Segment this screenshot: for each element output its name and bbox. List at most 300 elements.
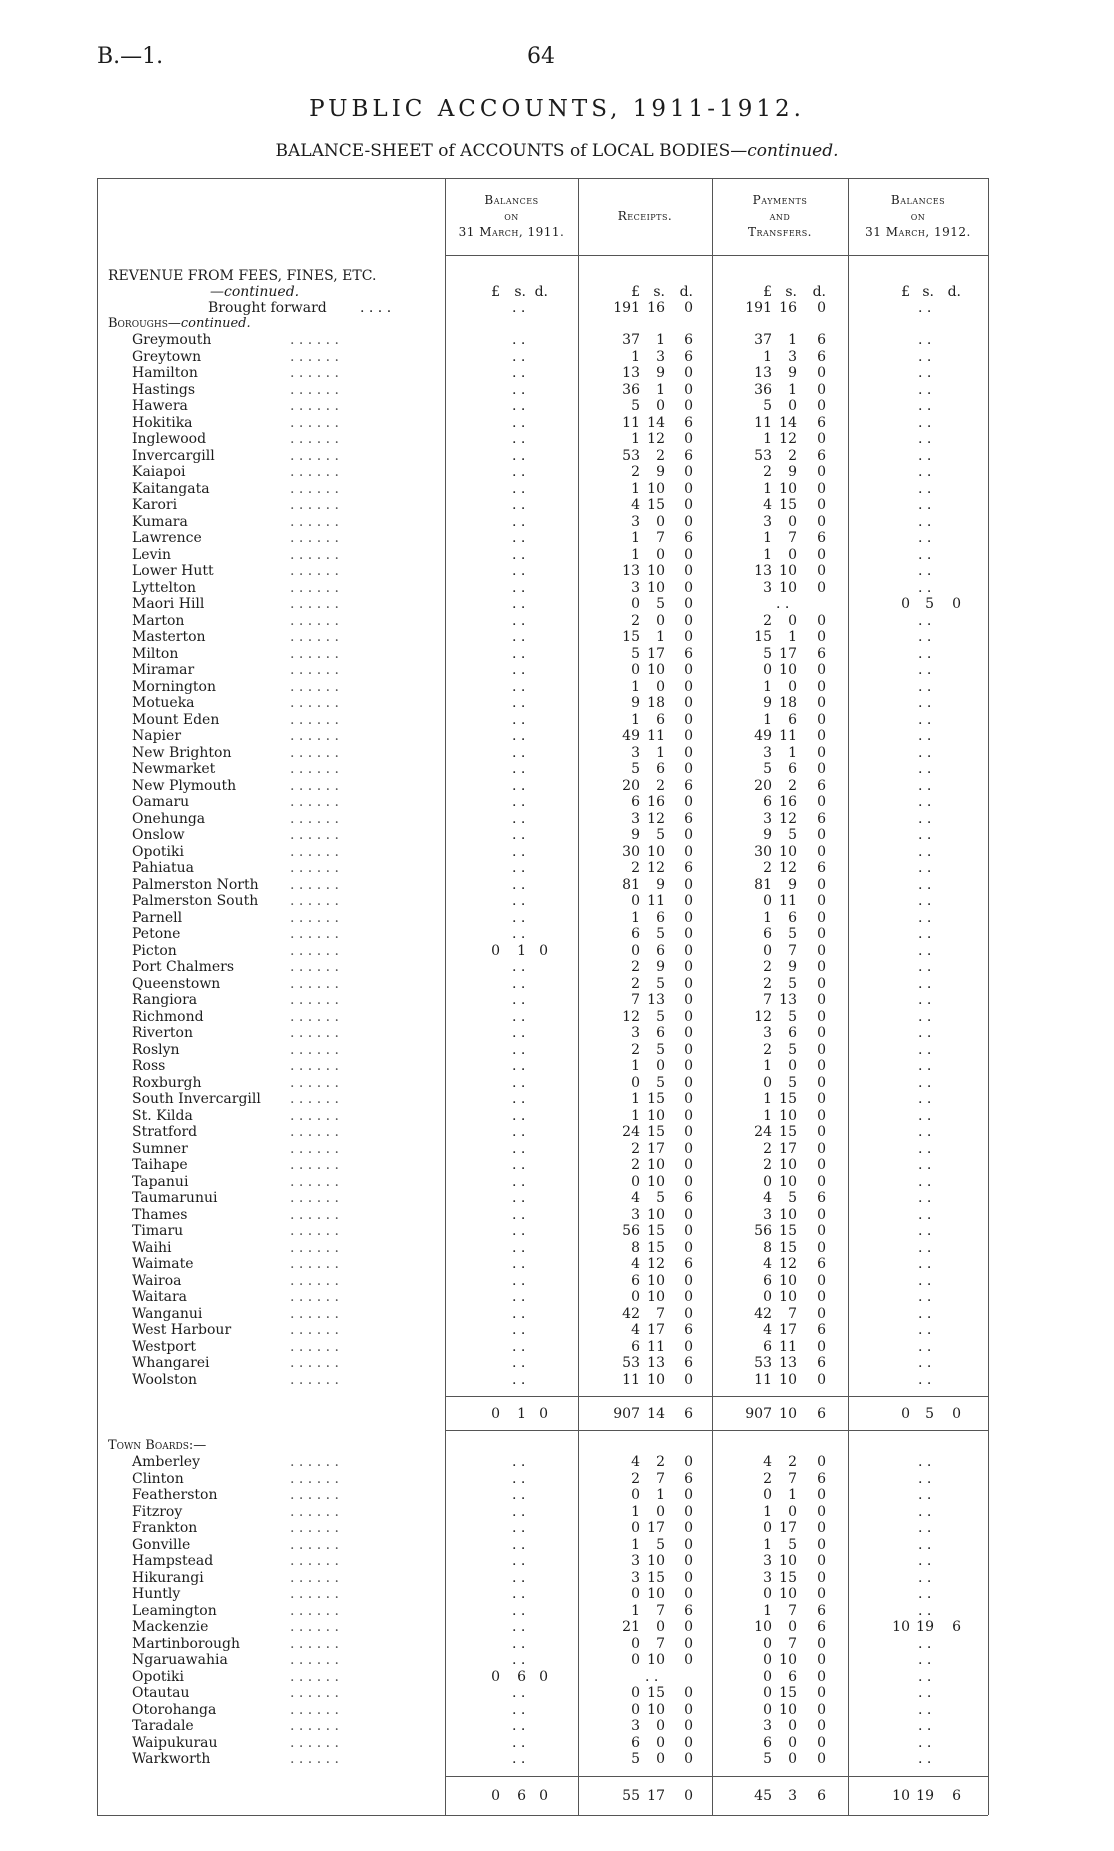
dots-leader: . . . . . . — [290, 381, 339, 398]
dots-leader: . . . . . . — [290, 860, 339, 876]
amount-part: 6 — [788, 711, 797, 728]
table-top-rule — [97, 178, 988, 179]
boroughs-heading-suffix: continued. — [180, 316, 251, 331]
amount-part: 53 — [754, 1355, 772, 1371]
blank-mark: . . — [512, 1586, 526, 1602]
amount-part: 6 — [817, 348, 826, 365]
amount-part: 0 — [656, 1734, 665, 1751]
amount-part: 2 — [763, 959, 772, 975]
amount-part: 1 — [763, 1536, 772, 1553]
amount-part: 12 — [647, 860, 665, 876]
amount-part: 6 — [684, 447, 693, 464]
amount-part: 3 — [763, 744, 772, 761]
dots-leader: . . . . . . — [290, 959, 339, 975]
amount-part: 11 — [779, 1338, 797, 1355]
amount-part: 0 — [684, 1734, 693, 1751]
amount-part: 0 — [684, 728, 693, 744]
column-header-line: 31 March, 1912. — [865, 225, 971, 239]
amount-part: 13 — [779, 1355, 797, 1371]
amount-part: 1 — [763, 678, 772, 695]
amount-part: 15 — [779, 1223, 797, 1239]
borough-name: Karori — [132, 497, 178, 513]
borough-name: Richmond — [132, 1008, 204, 1025]
town-board-name: Huntly — [132, 1586, 181, 1602]
blank-mark: . . — [512, 1338, 526, 1355]
town-board-name: Taradale — [132, 1718, 194, 1734]
amount-part: 10 — [779, 662, 797, 678]
amount-part: 1 — [631, 1107, 640, 1124]
amount-part: 5 — [788, 1190, 797, 1206]
amount-part: 3 — [763, 513, 772, 530]
amount-part: 7 — [656, 1602, 665, 1619]
amount-part: 5 — [788, 1041, 797, 1058]
amount-part: 6 — [952, 1619, 961, 1635]
borough-name: New Plymouth — [132, 777, 237, 794]
blank-mark: . . — [918, 1371, 932, 1388]
amount-part: 1 — [517, 1406, 526, 1422]
amount-part: 0 — [952, 596, 961, 612]
amount-part: 0 — [684, 1025, 693, 1041]
amount-part: 10 — [647, 1272, 665, 1289]
dots-leader: . . . . . . — [290, 629, 339, 645]
amount-part: 1 — [517, 942, 526, 959]
brought-forward-label: Brought forward — [208, 300, 327, 316]
dots-leader: . . . . . . — [290, 1586, 339, 1602]
dots-leader: . . . . . . — [290, 365, 339, 381]
blank-mark: . . — [645, 1668, 659, 1685]
page-ref: B.—1. — [97, 44, 164, 69]
blank-mark: . . — [918, 1569, 932, 1586]
amount-part: 1 — [631, 678, 640, 695]
borough-name: Woolston — [132, 1371, 198, 1388]
amount-part: 6 — [763, 1338, 772, 1355]
blank-mark: . . — [918, 1256, 932, 1272]
amount-part: 0 — [491, 1668, 500, 1685]
blank-mark: . . — [512, 1074, 526, 1091]
borough-name: Marton — [132, 612, 185, 629]
amount-part: 0 — [817, 1338, 826, 1355]
amount-part: 6 — [684, 810, 693, 827]
amount-part: 9 — [763, 695, 772, 711]
dots-leader: . . . . . . — [290, 480, 339, 497]
blank-mark: . . — [918, 1124, 932, 1140]
blank-mark: . . — [918, 1586, 932, 1602]
dots-leader: . . . . . . — [290, 777, 339, 794]
amount-part: 10 — [779, 1107, 797, 1124]
amount-part: 0 — [684, 596, 693, 612]
amount-part: 0 — [684, 909, 693, 926]
blank-mark: . . — [918, 777, 932, 794]
amount-part: 6 — [631, 1272, 640, 1289]
amount-part: 1 — [631, 546, 640, 563]
amount-part: 0 — [684, 563, 693, 579]
amount-part: 6 — [684, 645, 693, 662]
blank-mark: . . — [918, 1058, 932, 1074]
amount-part: 0 — [491, 1406, 500, 1422]
amount-part: 6 — [684, 530, 693, 546]
column-header — [580, 192, 710, 240]
dots-leader: . . . . . . — [290, 728, 339, 744]
amount-part: 0 — [631, 1652, 640, 1668]
amount-part: 15 — [779, 1685, 797, 1701]
amount-part: 24 — [754, 1124, 772, 1140]
amount-part: 1 — [656, 332, 665, 348]
amount-part: 0 — [684, 695, 693, 711]
amount-part: 15 — [647, 1239, 665, 1256]
amount-part: 11 — [754, 414, 772, 431]
blank-mark: . . — [512, 1223, 526, 1239]
amount-part: 0 — [684, 876, 693, 893]
borough-name: Waimate — [132, 1256, 194, 1272]
amount-part: 7 — [656, 1470, 665, 1487]
amount-part: 0 — [817, 761, 826, 777]
amount-part: 10 — [779, 1206, 797, 1223]
amount-part: 0 — [656, 398, 665, 414]
amount-part: 11 — [647, 893, 665, 909]
amount-part: 17 — [779, 645, 797, 662]
amount-part: 0 — [684, 1289, 693, 1305]
amount-part: 10 — [779, 1371, 797, 1388]
dots-leader: . . . . . . — [290, 1008, 339, 1025]
amount-part: 6 — [631, 1734, 640, 1751]
amount-part: 0 — [817, 909, 826, 926]
blank-mark: . . — [512, 381, 526, 398]
amount-part: 0 — [684, 1338, 693, 1355]
amount-part: 10 — [779, 843, 797, 860]
amount-part: 6 — [684, 348, 693, 365]
blank-mark: . . — [918, 464, 932, 480]
amount-part: 0 — [684, 959, 693, 975]
amount-part: 0 — [631, 893, 640, 909]
amount-part: 15 — [779, 497, 797, 513]
amount-part: 6 — [817, 1619, 826, 1635]
dots-leader: . . . . . . — [290, 711, 339, 728]
amount-part: 0 — [817, 398, 826, 414]
blank-mark: . . — [512, 1701, 526, 1718]
amount-part: 0 — [631, 1520, 640, 1536]
blank-mark: . . — [918, 1223, 932, 1239]
dots-leader: . . . . . . — [290, 1025, 339, 1041]
blank-mark: . . — [918, 612, 932, 629]
amount-part: 6 — [684, 414, 693, 431]
dots-leader: . . . . . . — [290, 414, 339, 431]
amount-part: 3 — [631, 1206, 640, 1223]
dots-leader: . . . . . . — [290, 1355, 339, 1371]
blank-mark: . . — [918, 1338, 932, 1355]
amount-part: 9 — [788, 876, 797, 893]
borough-name: Ross — [132, 1058, 166, 1074]
amount-part: 10 — [647, 480, 665, 497]
amount-part: 0 — [817, 1635, 826, 1652]
amount-part: 53 — [754, 447, 772, 464]
amount-part: 0 — [817, 893, 826, 909]
blank-mark: . . — [918, 300, 932, 316]
amount-part: 13 — [622, 365, 640, 381]
amount-part: £ — [491, 284, 500, 300]
amount-part: 0 — [684, 612, 693, 629]
amount-part: 0 — [763, 1586, 772, 1602]
amount-part: 15 — [779, 1239, 797, 1256]
town-board-name: Clinton — [132, 1470, 184, 1487]
dots-leader: . . . . . . — [290, 761, 339, 777]
amount-part: 15 — [779, 1091, 797, 1107]
amount-part: 6 — [684, 1406, 693, 1422]
amount-part: 0 — [684, 1140, 693, 1157]
dots-leader: . . . . . . — [290, 1322, 339, 1338]
amount-part: 3 — [631, 1718, 640, 1734]
amount-part: 4 — [763, 1322, 772, 1338]
borough-name: Invercargill — [132, 447, 215, 464]
dots-leader: . . . . . . — [290, 348, 339, 365]
amount-part: 19 — [916, 1787, 934, 1804]
town-board-name: Warkworth — [132, 1751, 211, 1767]
amount-part: 6 — [684, 332, 693, 348]
amount-part: 0 — [684, 992, 693, 1008]
blank-mark: . . — [512, 497, 526, 513]
blank-mark: . . — [918, 695, 932, 711]
amount-part: 0 — [817, 728, 826, 744]
amount-part: 30 — [622, 843, 640, 860]
amount-part: 0 — [817, 1239, 826, 1256]
amount-part: 7 — [788, 530, 797, 546]
blank-mark: . . — [512, 1025, 526, 1041]
dots-leader: . . . . . . — [290, 1338, 339, 1355]
blank-mark: . . — [918, 1091, 932, 1107]
amount-part: 0 — [817, 678, 826, 695]
amount-part: 0 — [763, 1652, 772, 1668]
amount-part: 2 — [631, 1140, 640, 1157]
borough-name: Newmarket — [132, 761, 216, 777]
amount-part: 2 — [788, 777, 797, 794]
column-header-line: on — [504, 209, 519, 223]
town-board-name: Fitzroy — [132, 1503, 183, 1520]
blank-mark: . . — [512, 530, 526, 546]
amount-part: 5 — [788, 1074, 797, 1091]
blank-mark: . . — [512, 810, 526, 827]
dots-leader: . . . . . . — [290, 1074, 339, 1091]
amount-part: 21 — [622, 1619, 640, 1635]
amount-part: 0 — [631, 1173, 640, 1190]
blank-mark: . . — [512, 546, 526, 563]
amount-part: 5 — [656, 596, 665, 612]
amount-part: 0 — [788, 678, 797, 695]
amount-part: 24 — [622, 1124, 640, 1140]
blank-mark: . . — [512, 1008, 526, 1025]
borough-name: Inglewood — [132, 431, 207, 447]
amount-part: 1 — [656, 744, 665, 761]
amount-part: 0 — [763, 1668, 772, 1685]
amount-part: 1 — [631, 530, 640, 546]
blank-mark: . . — [512, 513, 526, 530]
borough-name: Palmerston South — [132, 893, 259, 909]
blank-mark: . . — [918, 414, 932, 431]
amount-part: 0 — [763, 1685, 772, 1701]
blank-mark: . . — [918, 926, 932, 942]
amount-part: 10 — [779, 1157, 797, 1173]
amount-part: 0 — [684, 546, 693, 563]
amount-part: 0 — [817, 992, 826, 1008]
dots-leader: . . . . . . — [290, 1668, 339, 1685]
header-rule — [445, 255, 988, 256]
amount-part: d. — [947, 284, 961, 300]
blank-mark: . . — [512, 414, 526, 431]
subtitle-suffix: —continued. — [730, 141, 839, 161]
amount-part: 6 — [817, 1470, 826, 1487]
amount-part: 2 — [656, 1454, 665, 1470]
amount-part: 10 — [647, 662, 665, 678]
amount-part: d. — [679, 284, 693, 300]
amount-part: 1 — [656, 629, 665, 645]
amount-part: 3 — [763, 1025, 772, 1041]
dots-leader: . . . . . . — [290, 909, 339, 926]
blank-mark: . . — [776, 596, 790, 612]
blank-mark: . . — [512, 1322, 526, 1338]
blank-mark: . . — [512, 1256, 526, 1272]
amount-part: 11 — [622, 1371, 640, 1388]
amount-part: 2 — [763, 1470, 772, 1487]
amount-part: 6 — [763, 794, 772, 810]
blank-mark: . . — [512, 1685, 526, 1701]
amount-part: 0 — [684, 1107, 693, 1124]
amount-part: 1 — [763, 480, 772, 497]
blank-mark: . . — [512, 1470, 526, 1487]
blank-mark: . . — [512, 1553, 526, 1569]
amount-part: 5 — [656, 926, 665, 942]
amount-part: 7 — [656, 530, 665, 546]
amount-part: 5 — [656, 1536, 665, 1553]
amount-part: 6 — [788, 909, 797, 926]
column-header — [715, 192, 845, 240]
blank-mark: . . — [512, 1289, 526, 1305]
dots-leader: . . . . . . — [290, 546, 339, 563]
blank-mark: . . — [918, 662, 932, 678]
amount-part: 3 — [631, 1025, 640, 1041]
amount-part: 1 — [763, 1602, 772, 1619]
amount-part: 13 — [754, 563, 772, 579]
amount-part: 0 — [684, 926, 693, 942]
borough-name: Lyttelton — [132, 579, 197, 596]
amount-part: 2 — [656, 777, 665, 794]
page-subtitle — [0, 141, 1114, 161]
dots-leader: . . . . . . — [290, 447, 339, 464]
amount-part: 2 — [763, 612, 772, 629]
borough-name: South Invercargill — [132, 1091, 261, 1107]
borough-name: Masterton — [132, 629, 206, 645]
amount-part: 0 — [817, 1041, 826, 1058]
blank-mark: . . — [918, 1157, 932, 1173]
dots-leader: . . . . . . — [290, 645, 339, 662]
blank-mark: . . — [512, 1041, 526, 1058]
town-board-name: Martinborough — [132, 1635, 241, 1652]
amount-part: 7 — [631, 992, 640, 1008]
amount-part: 0 — [631, 942, 640, 959]
amount-part: 20 — [754, 777, 772, 794]
blank-mark: . . — [918, 860, 932, 876]
amount-part: 0 — [684, 1058, 693, 1074]
amount-part: 4 — [763, 497, 772, 513]
blank-mark: . . — [918, 761, 932, 777]
amount-part: 5 — [788, 1536, 797, 1553]
blank-mark: . . — [918, 942, 932, 959]
section-heading: REVENUE FROM FEES, FINES, ETC. — [108, 268, 377, 284]
amount-part: 0 — [817, 513, 826, 530]
borough-name: St. Kilda — [132, 1107, 193, 1124]
amount-part: 10 — [647, 1553, 665, 1569]
dots-leader: . . . . . . — [290, 1718, 339, 1734]
amount-part: 10 — [647, 1173, 665, 1190]
blank-mark: . . — [918, 992, 932, 1008]
amount-part: 1 — [763, 909, 772, 926]
amount-part: 5 — [763, 761, 772, 777]
dots-leader: . . . . . . — [290, 1124, 339, 1140]
amount-part: 6 — [817, 332, 826, 348]
amount-part: 0 — [684, 893, 693, 909]
column-header — [853, 192, 983, 240]
amount-part: 7 — [656, 1635, 665, 1652]
amount-part: 0 — [817, 1668, 826, 1685]
dots-leader: . . . . . . — [290, 497, 339, 513]
amount-part: 6 — [656, 711, 665, 728]
amount-part: 5 — [631, 1751, 640, 1767]
amount-part: 0 — [788, 546, 797, 563]
dots-leader: . . . . . . — [290, 1305, 339, 1322]
dots-leader: . . . . . . — [290, 1470, 339, 1487]
borough-name: Picton — [132, 942, 177, 959]
amount-part: 1 — [631, 909, 640, 926]
borough-name: Lawrence — [132, 530, 202, 546]
town-board-name: Featherston — [132, 1487, 218, 1503]
amount-part: 0 — [684, 1569, 693, 1586]
blank-mark: . . — [918, 1239, 932, 1256]
amount-part: 0 — [684, 1124, 693, 1140]
dots-leader: . . . . . . — [290, 1701, 339, 1718]
amount-part: 4 — [631, 1454, 640, 1470]
dots-leader: . . . . . . — [290, 1652, 339, 1668]
amount-part: 0 — [631, 1586, 640, 1602]
amount-part: 56 — [754, 1223, 772, 1239]
amount-part: 18 — [779, 695, 797, 711]
amount-part: 0 — [656, 1718, 665, 1734]
table-bottom-rule — [97, 1815, 988, 1816]
dots-leader: . . . . . . — [290, 1619, 339, 1635]
amount-part: 15 — [647, 1223, 665, 1239]
blank-mark: . . — [512, 464, 526, 480]
amount-part: 0 — [817, 1025, 826, 1041]
amount-part: 0 — [817, 629, 826, 645]
blank-mark: . . — [512, 1718, 526, 1734]
amount-part: 0 — [684, 744, 693, 761]
amount-part: 1 — [788, 744, 797, 761]
amount-part: 17 — [647, 1140, 665, 1157]
amount-part: 0 — [817, 1140, 826, 1157]
amount-part: 0 — [901, 596, 910, 612]
amount-part: 1 — [763, 711, 772, 728]
amount-part: 1 — [763, 348, 772, 365]
borough-name: Pahiatua — [132, 860, 194, 876]
amount-part: 0 — [763, 1635, 772, 1652]
amount-part: £ — [763, 284, 772, 300]
amount-part: 3 — [763, 1718, 772, 1734]
amount-part: 0 — [684, 1787, 693, 1804]
amount-part: 2 — [763, 860, 772, 876]
amount-part: 0 — [684, 843, 693, 860]
blank-mark: . . — [512, 975, 526, 992]
blank-mark: . . — [918, 1602, 932, 1619]
amount-part: 5 — [656, 1041, 665, 1058]
amount-part: 6 — [684, 1322, 693, 1338]
amount-part: 10 — [779, 1553, 797, 1569]
amount-part: 0 — [684, 794, 693, 810]
